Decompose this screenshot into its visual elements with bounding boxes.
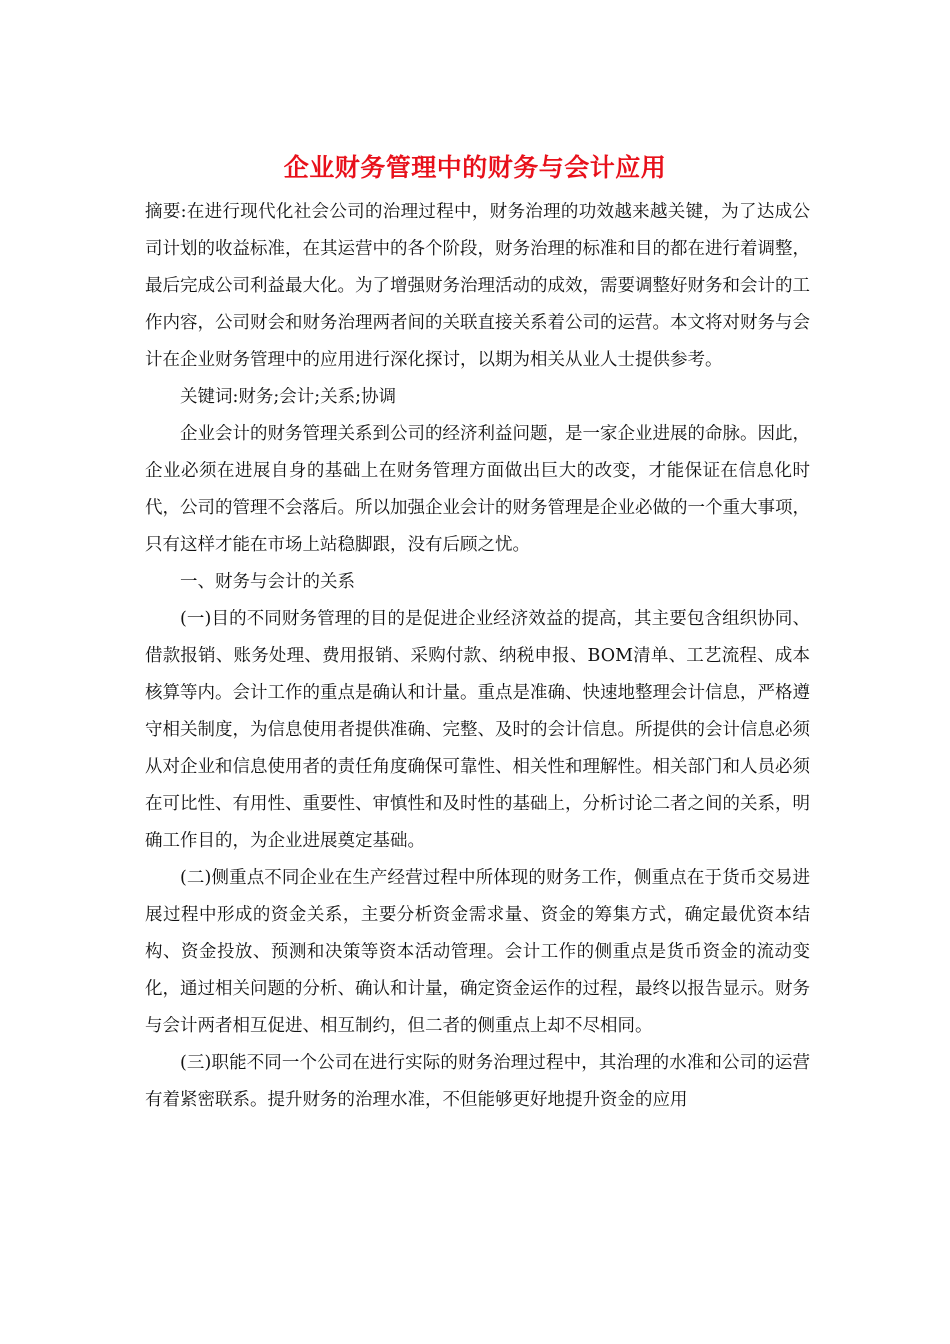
keywords-paragraph: 关键词:财务;会计;关系;协调 — [180, 387, 397, 407]
abstract-paragraph: 摘要:在进行现代化社会公司的治理过程中，财务治理的功效越来越关键，为了达成公司计划的收益标准，在其运营中的各个阶段，财务治理的标准和目的都在进行着调整，最后完成公司利益最大化。为了增强财务治理活动的成效，需要调整好财务和会计的工作内容，公司财会和财务治理两者间的关联直接关系着公司的运营。本文将对财务与会计在企业财务管理中的应用进行深化探讨，以期为相关从业人士提供参考。 — [145, 202, 810, 370]
body-paragraph: (三)职能不同一个公司在进行实际的财务治理过程中，其治理的水准和公司的运营有着紧密联系。提升财务的治理水准，不但能够更好地提升资金的应用 — [145, 1053, 810, 1110]
section-heading: 一、财务与会计的关系 — [180, 572, 355, 592]
intro-paragraph: 企业会计的财务管理关系到公司的经济利益问题，是一家企业进展的命脉。因此，企业必须在进展自身的基础上在财务管理方面做出巨大的改变，才能保证在信息化时代，公司的管理不会落后。所以加强企业会计的财务管理是企业必做的一个重大事项，只有这样才能在市场上站稳脚跟，没有后顾之忧。 — [145, 424, 810, 555]
body-paragraph: (二)侧重点不同企业在生产经营过程中所体现的财务工作，侧重点在于货币交易进展过程中形成的资金关系，主要分析资金需求量、资金的筹集方式，确定最优资本结构、资金投放、预测和决策等资本活动管理。会计工作的侧重点是货币资金的流动变化，通过相关问题的分析、确认和计量，确定资金运作的过程，最终以报告显示。财务与会计两者相互促进、相互制约，但二者的侧重点上却不尽相同。 — [145, 868, 810, 1036]
body-paragraph: (一)目的不同财务管理的目的是促进企业经济效益的提高，其主要包含组织协同、借款报销、账务处理、费用报销、采购付款、纳税申报、BOM清单、工艺流程、成本核算等内。会计工作的重点是确认和计量。重点是准确、快速地整理会计信息，严格遵守相关制度，为信息使用者提供准确、完整、及时的会计信息。所提供的会计信息必须从对企业和信息使用者的责任角度确保可靠性、相关性和理解性。相关部门和人员必须在可比性、有用性、重要性、审慎性和及时性的基础上，分析讨论二者之间的关系，明确工作目的，为企业进展奠定基础。 — [145, 609, 810, 851]
document-title: 企业财务管理中的财务与会计应用 — [283, 153, 667, 182]
document-body — [145, 194, 810, 1119]
